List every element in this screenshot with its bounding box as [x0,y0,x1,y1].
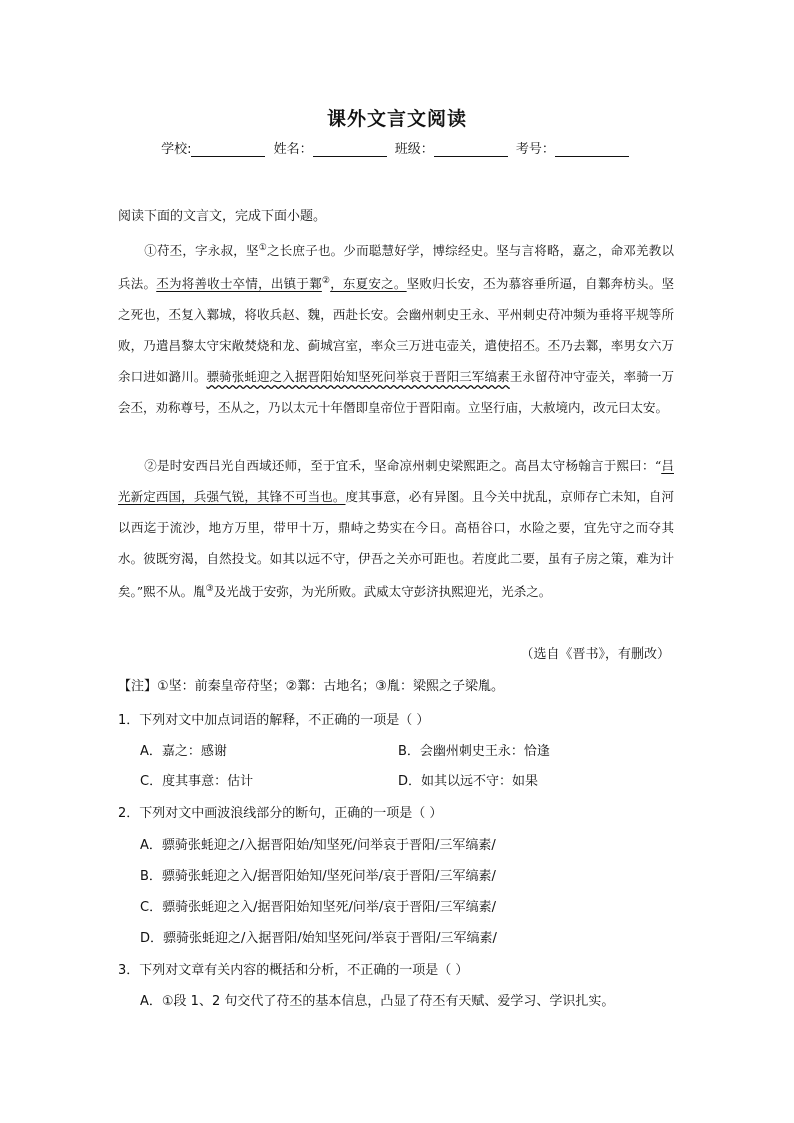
school-blank[interactable] [191,144,265,157]
student-info-line [0,138,794,157]
question-1-option-d[interactable]: D．如其以远不守：如果 [398,774,539,789]
underlined-text: 吕光新定西国，兵强气锐，其锋不可当也。 [118,458,674,504]
passage-text: ②是时安西吕光自西域还师，至于宜禾，坚命凉州刺史梁熙距之。高昌太守杨翰言于熙曰：“ [144,458,662,473]
passage-text: 坚败归长安，丕为慕容垂所逼，自鄴奔枋头。坚之死也，丕复入鄴城，将收兵赵、魏，西赴长安。会幽州刺史王永、平州刺史苻冲频为垂将平规等所败，乃遣昌黎太守宋敞焚烧和龙、蓟城宫室，率众三万进屯壶关，遣使招丕。丕乃去鄴，率男女六万余口进如潞川。 [118,276,674,385]
question-2-option-d[interactable]: D．骠骑张蚝迎之/入据晋阳/始知坚死问/举哀于晋阳/三军缟素/ [140,931,497,946]
passage-text: ①苻丕，字永叔，坚 [144,243,259,259]
question-2-option-c[interactable]: C．骠骑张蚝迎之入/据晋阳始知坚死/问举/哀于晋阳/三军缟素/ [140,900,496,915]
source-citation: （选自《晋书》，有删改） [520,647,670,662]
question-1-option-b[interactable]: B．会幽州刺史王永：恰逢 [398,744,550,759]
passage-text: 之长庶子也。少而聪慧好学，博综经史。坚与言将略，嘉之，命邓羌教以兵法。 [118,243,674,292]
question-3-option-a[interactable]: A．①段 1、2 句交代了苻丕的基本信息，凸显了苻丕有天赋、爱学习、学识扎实。 [140,994,615,1009]
question-1-option-c[interactable]: C．度其事意：估计 [140,774,254,789]
annotation-note: 【注】①坚：前秦皇帝苻坚；②鄴：古地名；③胤：梁熙之子梁胤。 [118,679,504,694]
wavy-underlined-text: 骠骑张蚝迎之入据晋阳始知坚死问举哀于晋阳三军缟素 [206,369,510,385]
name-label: 姓名： [273,142,313,157]
exam-no-blank[interactable] [555,144,629,157]
footnote-marker: ③ [205,584,214,594]
class-blank[interactable] [434,144,508,157]
exam-no-label: 考号： [515,142,555,157]
question-2-option-a[interactable]: A．骠骑张蚝迎之/入据晋阳始/知坚死/问举哀于晋阳/三军缟素/ [140,838,496,853]
underlined-text: 丕为将善收士卒情，出镇于鄴 [156,276,322,292]
footnote-marker: ② [321,276,331,287]
passage-paragraph-2 [118,450,674,607]
passage-text: 王永留苻冲守壶关，率骑一万会丕，劝称尊号，丕从之，乃以太元十年僭即皇帝位于晋阳南。立坚行庙，大赦境内，改元曰太安。 [118,369,674,416]
question-2-option-b[interactable]: B．骠骑张蚝迎之入/据晋阳始知/坚死问举/哀于晋阳/三军缟素/ [140,869,496,884]
class-label: 班级： [394,142,434,157]
page-title: 课外文言文阅读 [326,108,467,130]
passage-text: 及光战于安弥，为光所败。武威太守彭济执熙迎光，光杀之。 [213,584,552,600]
passage-text: 度其事意，必有异图。且今关中扰乱，京师存亡未知，自河以西迄于流沙，地方万里，带甲十万，鼎峙之势实在今日。高梧谷口，水险之要，宜先守之而夺其水。彼既穷渴，自然投戈。如其以远不守，伊吾之关亦可距也。若度此二要，虽有子房之策，难为计矣。”熙不从。胤 [118,489,674,600]
question-1-option-a[interactable]: A．嘉之：感谢 [140,744,227,759]
question-1-stem: 1．下列对文中加点词语的解释，不正确的一项是（ ） [118,713,430,728]
underlined-text: ，东夏安之。 [330,276,407,292]
name-blank[interactable] [313,144,387,157]
school-label: 学校: [161,142,192,157]
footnote-marker: ① [258,243,268,253]
reading-instruction: 阅读下面的文言文，完成下面小题。 [118,209,327,224]
passage-paragraph-1 [118,233,674,423]
question-3-stem: 3．下列对文章有关内容的概括和分析，不正确的一项是（ ） [118,963,469,978]
question-2-stem: 2．下列对文中画波浪线部分的断句，正确的一项是（ ） [118,806,443,821]
